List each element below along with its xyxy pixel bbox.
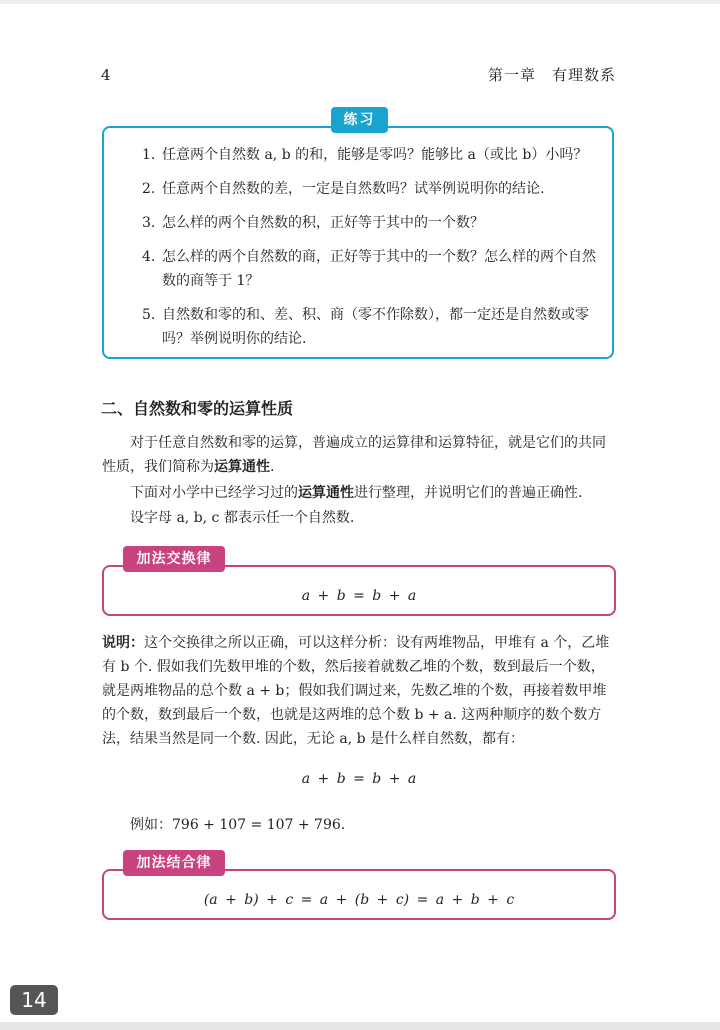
explanation-paragraph — [102, 631, 618, 751]
exercise-text: 怎么样的两个自然数的商，正好等于其中的一个数？怎么样的两个自然数的商等于 1？ — [162, 249, 596, 289]
second-text: 下面对小学中已经学习过的 — [102, 485, 298, 501]
exercise-number: 4. — [142, 249, 156, 265]
variables-paragraph: 设字母 a, b, c 都表示任一个自然数. — [102, 510, 355, 526]
exercise-item — [142, 177, 602, 201]
example-line: 例如：796 + 107 = 107 + 796. — [102, 817, 346, 833]
intro-text-end: . — [270, 459, 275, 475]
exercise-number: 5. — [142, 307, 156, 323]
exercise-text: 怎么样的两个自然数的积，正好等于其中的一个数？ — [162, 215, 484, 231]
exercise-tag: 练习 — [331, 107, 388, 133]
page-number: 4 — [101, 66, 111, 84]
explanation-formula: a + b = b + a — [301, 771, 417, 787]
second-paragraph — [102, 481, 618, 505]
second-text-end: 进行整理，并说明它们的普遍正确性. — [354, 485, 583, 501]
intro-text: 对于任意自然数和零的运算，普遍成立的运算律和运算特征，就是它们的共同性质，我们简称为 — [102, 435, 606, 475]
commutative-law-tag: 加法交换律 — [123, 546, 225, 572]
commutative-formula: a + b = b + a — [301, 588, 417, 604]
exercise-item — [142, 303, 602, 351]
associative-law-tag: 加法结合律 — [123, 850, 225, 876]
exercise-number: 1. — [142, 147, 156, 163]
page-top-edge — [0, 0, 720, 4]
exercise-number: 3. — [142, 215, 156, 231]
explanation-label: 说明： — [102, 635, 144, 651]
term-bold: 运算通性 — [298, 485, 354, 501]
chapter-title: 第一章 有理数系 — [487, 66, 616, 84]
exercise-item — [142, 211, 602, 235]
page-badge: 14 — [10, 985, 58, 1015]
page-bottom-edge — [0, 1022, 720, 1030]
term-bold: 运算通性 — [214, 459, 270, 475]
exercise-number: 2. — [142, 181, 156, 197]
exercise-item — [142, 245, 602, 293]
exercise-text: 自然数和零的和、差、积、商（零不作除数），都一定还是自然数或零吗？举例说明你的结论. — [162, 307, 589, 347]
exercise-text: 任意两个自然数的差，一定是自然数吗？试举例说明你的结论. — [162, 181, 545, 197]
exercise-text: 任意两个自然数 a, b 的和，能够是零吗？能够比 a（或比 b）小吗？ — [162, 147, 588, 163]
exercise-item — [142, 143, 602, 167]
section-heading: 二、自然数和零的运算性质 — [101, 399, 294, 418]
exercise-list — [142, 143, 602, 351]
associative-formula: (a + b) + c = a + (b + c) = a + b + c — [203, 892, 515, 908]
intro-paragraph — [102, 431, 618, 479]
explanation-text: 这个交换律之所以正确，可以这样分析：设有两堆物品，甲堆有 a 个，乙堆有 b 个. 假如我们先数甲堆的个数，然后接着就数乙堆的个数，数到最后一个数，就是两堆物品的总个数 a + b；假如我们调过来，先数乙堆的个数，再接着数甲堆的个数，数到最后一个数，也就是这两堆的总个数 b + a. 这两种顺序的数个数方法，结果当然是同一个数. 因此，无论 a, b 是什么样自然数，都有： — [102, 635, 610, 747]
